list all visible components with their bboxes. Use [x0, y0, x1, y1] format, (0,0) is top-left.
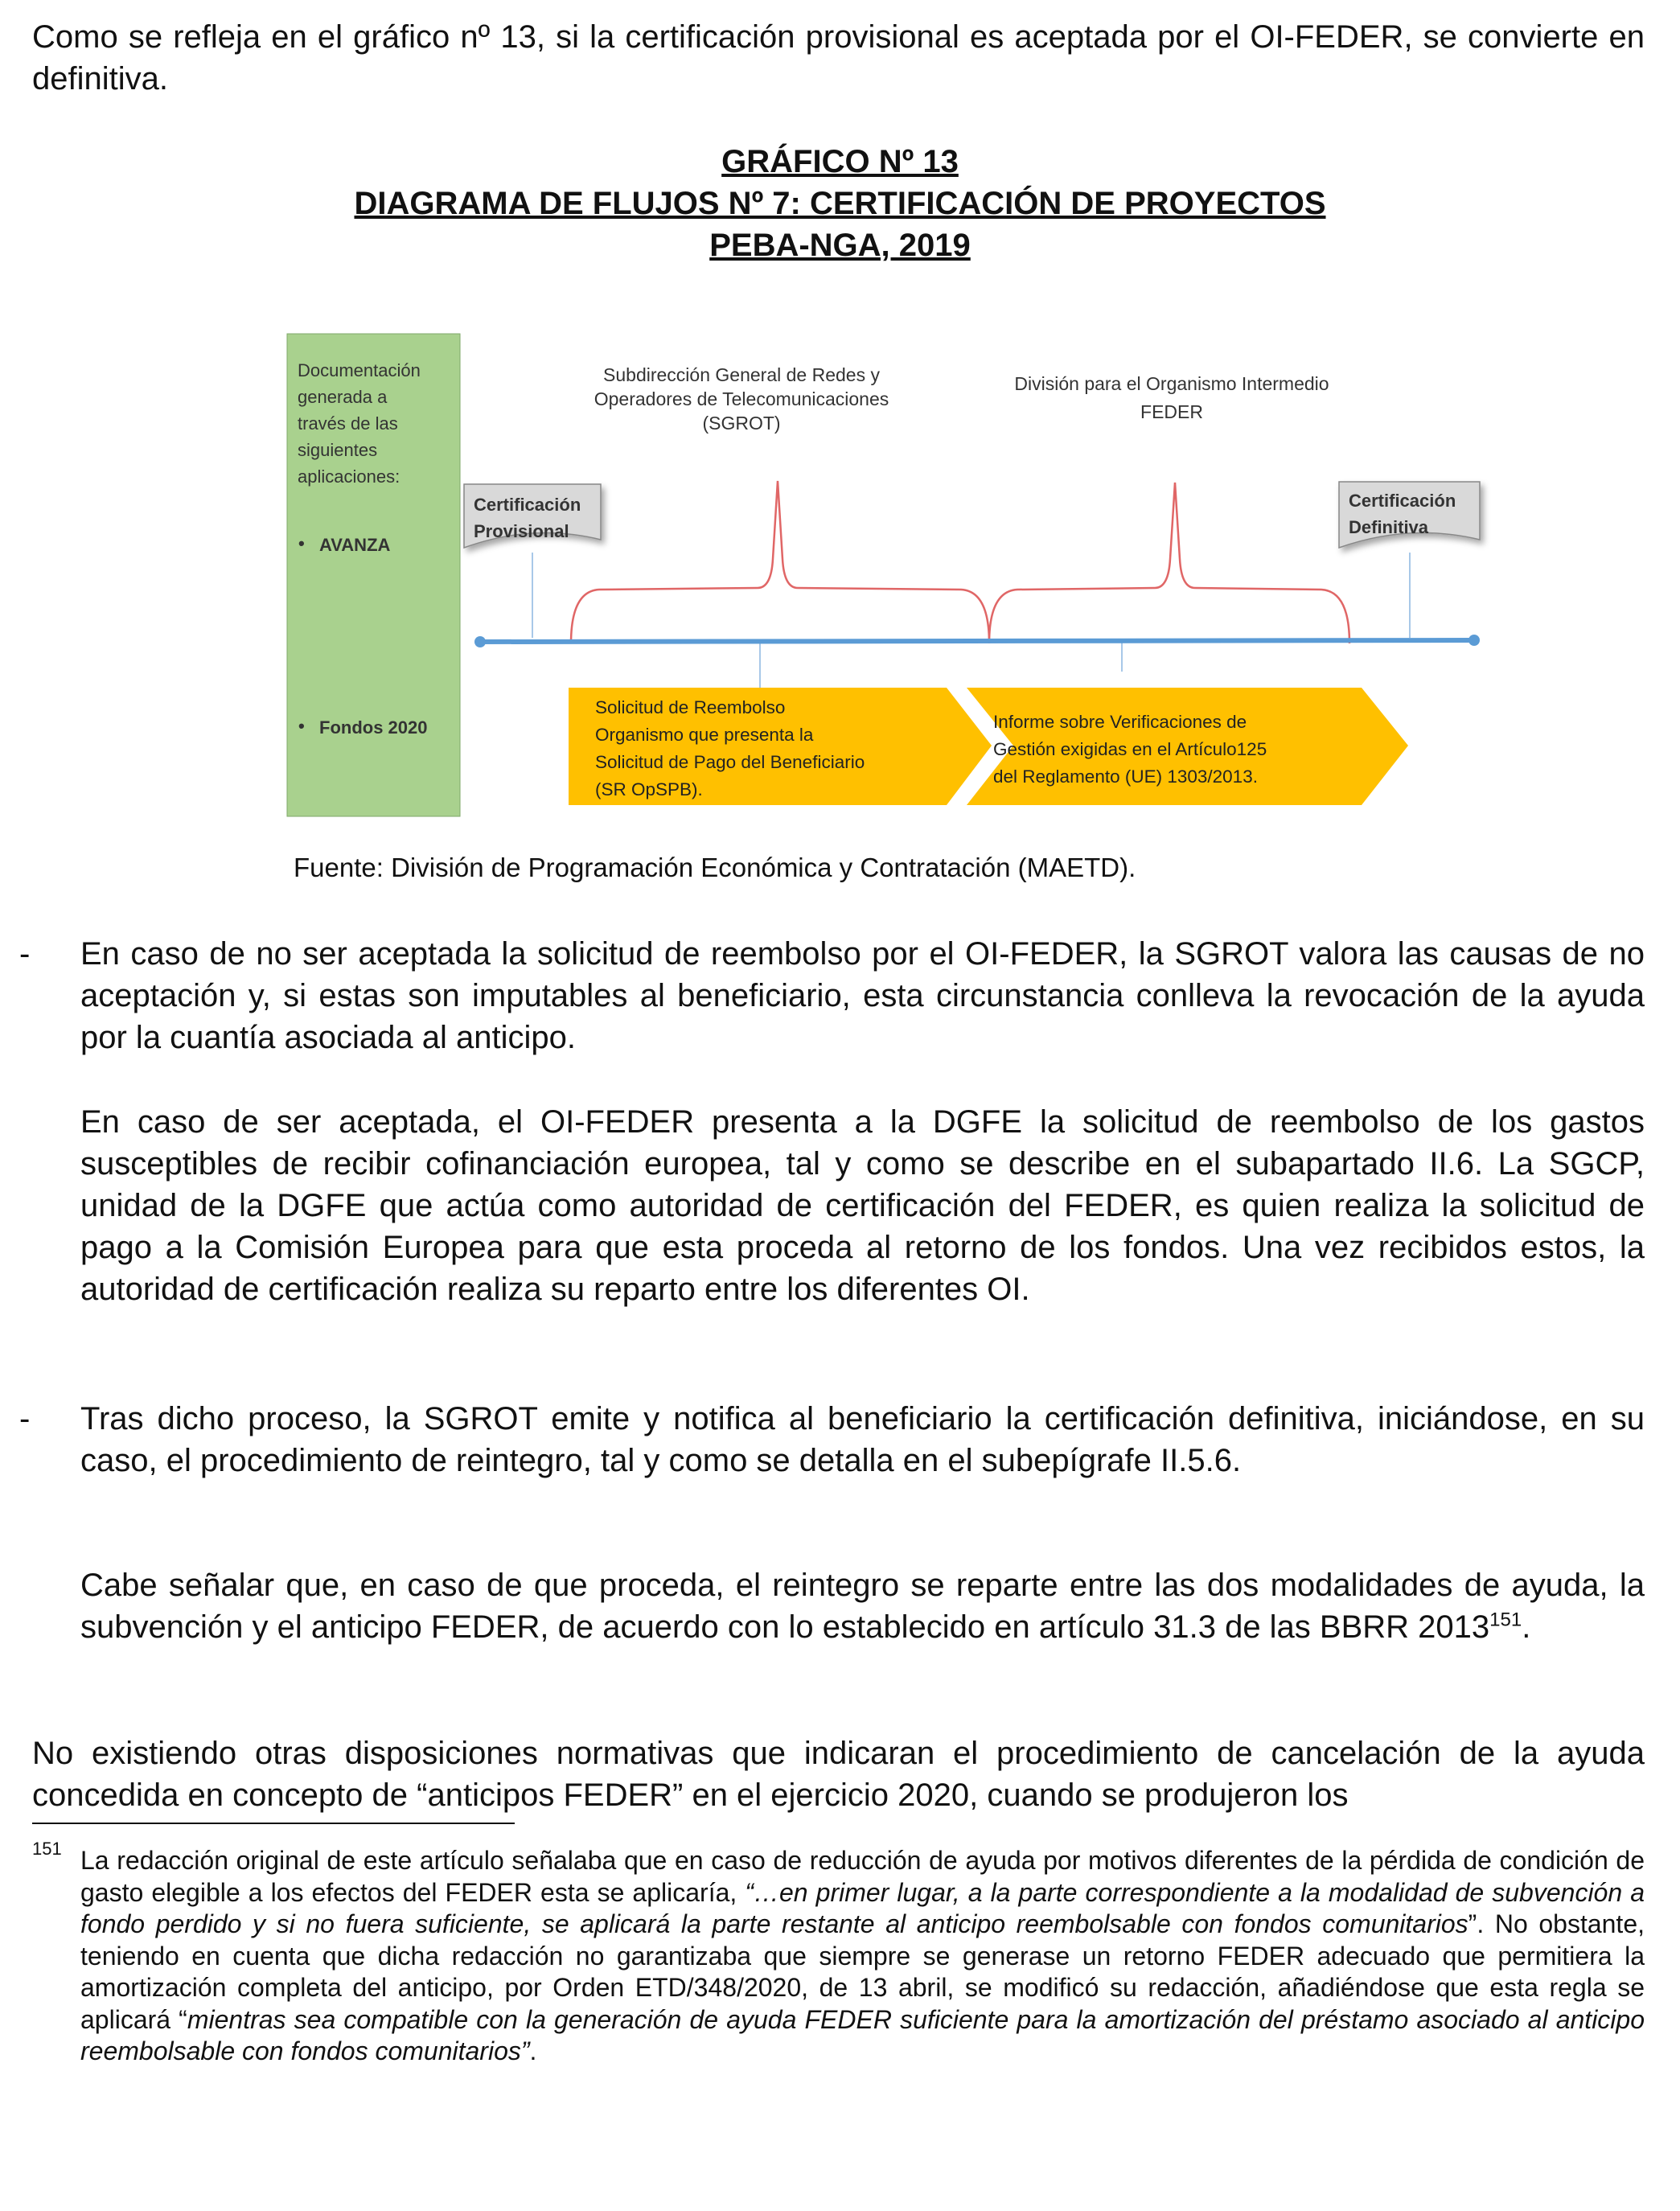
footnote-ref-151[interactable]: 151 [1489, 1609, 1522, 1631]
flow-diagram [285, 326, 1508, 824]
bullet-1-paragraph-2: En caso de ser aceptada, el OI-FEDER presenta a la DGFE la solicitud de reembolso de los gastos susceptibles de recibir cofinanciación europea, tal y como se describe en el subapartado II.6. La SGCP, unidad de la DGFE que actúa como autoridad de certificación del FEDER, es quien realiza la solicitud de pago a la Comisión Europea para que esta proceda al retorno de los fondos. Una vez recibidos estos, la autoridad de certificación realiza su reparto entre los diferentes OI. [80, 1104, 1645, 1307]
timeline-end-dot [1468, 635, 1480, 646]
sgrot-line-3: (SGROT) [702, 413, 781, 434]
arrow2-line-3: del Reglamento (UE) 1303/2013. [993, 766, 1258, 787]
bullet-2-p2-text: Cabe señalar que, en caso de que proceda, el reintegro se reparte entre las dos modalidades de ayuda, la subvención y el anticipo FEDER, de acuerdo con lo establecido en artículo 31.3 de las BBRR 2013 [80, 1568, 1645, 1645]
bullet-2-paragraph-2 [80, 1564, 1645, 1648]
bullet-2-text: Tras dicho proceso, la SGROT emite y notifica al beneficiario la certificación definitiva, iniciándose, en su caso, el procedimiento de reintegro, tal y como se detalla en el subepígrafe II.5.6. [80, 1401, 1645, 1478]
doc-line-2: generada a [298, 387, 388, 407]
feder-brace [989, 483, 1349, 643]
figure-source: Fuente: División de Programación Económica y Contratación (MAETD). [294, 853, 1136, 882]
bullet-dash-2: - [19, 1401, 31, 1436]
feder-line-2: FEDER [1140, 401, 1203, 422]
cert-prov-line-2: Provisional [474, 521, 569, 541]
doc-bullet-1: • [298, 533, 305, 553]
bullet-2-p2-end: . [1522, 1609, 1531, 1645]
bullet-dash-1: - [19, 936, 31, 972]
doc-line-1: Documentación [298, 360, 421, 380]
bullet-1-text: En caso de no ser aceptada la solicitud de reembolso por el OI-FEDER, la SGROT valora las causas de no aceptación y, si estas son imputables al beneficiario, esta circunstancia conlleva la revocación de la ayuda por la cuantía asociada al anticipo. [80, 936, 1645, 1055]
doc-line-4: siguientes [298, 440, 378, 460]
figure-title-2: DIAGRAMA DE FLUJOS Nº 7: CERTIFICACIÓN DE PROYECTOS [354, 186, 1326, 221]
footnote-quote-1: “…en primer lugar, a la parte correspondiente a la modalidad de subvención a fondo perdido y si no fuera suficiente, se aplicará la parte restante al anticipo reembolsable con fondos comunitarios [80, 1877, 1645, 1938]
sgrot-line-1: Subdirección General de Redes y [603, 364, 880, 385]
closing-paragraph: No existiendo otras disposiciones normativas que indicaran el procedimiento de cancelación de la ayuda concedida en concepto de “anticipos FEDER” en el ejercicio 2020, cuando se produjeron los [32, 1736, 1645, 1813]
arrow1-line-2: Organismo que presenta la [595, 725, 814, 745]
arrow2-line-2: Gestión exigidas en el Artículo125 [993, 739, 1267, 759]
footnote-number: 151 [32, 1839, 62, 1859]
sgrot-brace [571, 481, 989, 643]
doc-app-avanza: AVANZA [319, 535, 391, 555]
footnote-separator [32, 1823, 515, 1824]
cert-prov-line-1: Certificación [474, 495, 581, 515]
arrow2-line-1: Informe sobre Verificaciones de [993, 712, 1247, 732]
doc-line-3: través de las [298, 413, 398, 434]
footnote-part-1: La redacción original de este artículo señalaba que en caso de reducción de ayuda por motivos diferentes de la pérdida de condición de gasto elegible a los efectos del FEDER esta se aplicaría, [80, 1846, 1645, 1907]
footnote-part-3: . [529, 2036, 537, 2065]
feder-line-1: División para el Organismo Intermedio [1014, 373, 1329, 394]
cert-def-line-1: Certificación [1349, 491, 1456, 511]
intro-paragraph: Como se refleja en el gráfico nº 13, si la certificación provisional es aceptada por el OI-FEDER, se convierte en definitiva. [32, 19, 1645, 97]
arrow1-line-1: Solicitud de Reembolso [595, 697, 786, 717]
figure-title-3: PEBA-NGA, 2019 [709, 228, 971, 263]
arrow1-line-4: (SR OpSPB). [595, 779, 703, 799]
timeline-line [480, 640, 1474, 642]
doc-app-fondos: Fondos 2020 [319, 717, 428, 738]
arrow1-line-3: Solicitud de Pago del Beneficiario [595, 752, 865, 772]
figure-title-1: GRÁFICO Nº 13 [721, 144, 959, 179]
footnote-part-2: ”. No obstante, teniendo en cuenta que dicha redacción no garantizaba que siempre se generase un retorno FEDER adecuado que permitiera la amortización completa del anticipo, por Orden ETD/348/2020, de 13 abril, se modificó su redacción, añadiéndose que esta regla se aplicará “ [80, 1909, 1645, 2034]
cert-def-line-2: Definitiva [1349, 517, 1429, 537]
footnote-quote-2: mientras sea compatible con la generación de ayuda FEDER suficiente para la amortización del préstamo asociado al anticipo reembolsable con fondos comunitarios” [80, 2004, 1645, 2065]
footnote-text [80, 1845, 1645, 2068]
doc-bullet-2: • [298, 716, 305, 736]
doc-line-5: aplicaciones: [298, 466, 400, 487]
timeline-start-dot [474, 636, 486, 647]
sgrot-line-2: Operadores de Telecomunicaciones [594, 388, 889, 409]
